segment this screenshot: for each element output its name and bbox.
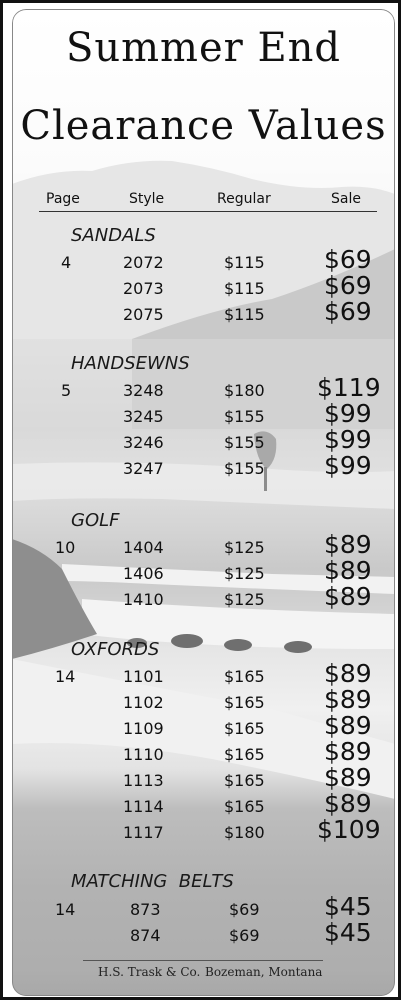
section-title-handsewns: HANDSEWNS (71, 353, 190, 374)
sale-price: $119 (317, 373, 381, 402)
regular-price: $125 (224, 538, 265, 557)
sale-price: $89 (324, 685, 372, 714)
regular-price: $125 (224, 564, 265, 583)
sale-price: $45 (324, 892, 372, 921)
regular-price: $165 (224, 719, 265, 738)
section-title-oxfords: OXFORDS (71, 639, 160, 660)
sale-price: $69 (324, 245, 372, 274)
header-divider (39, 211, 377, 212)
style-number: 1406 (123, 564, 164, 583)
regular-price: $180 (224, 381, 265, 400)
sale-price: $99 (324, 399, 372, 428)
sale-price: $89 (324, 659, 372, 688)
sale-price: $45 (324, 918, 372, 947)
style-number: 2073 (123, 279, 164, 298)
sale-price: $109 (317, 815, 381, 844)
sale-price: $89 (324, 763, 372, 792)
regular-price: $115 (224, 305, 265, 324)
section-title-golf: GOLF (71, 510, 120, 531)
style-number: 1101 (123, 667, 164, 686)
sale-price: $89 (324, 789, 372, 818)
style-number: 1110 (123, 745, 164, 764)
regular-price: $125 (224, 590, 265, 609)
style-number: 873 (130, 900, 161, 919)
regular-price: $69 (229, 900, 260, 919)
style-number: 1404 (123, 538, 164, 557)
regular-price: $69 (229, 926, 260, 945)
page-number: 14 (55, 900, 76, 919)
sale-price: $89 (324, 737, 372, 766)
footer-location: Bozeman, Montana (205, 965, 323, 979)
regular-price: $165 (224, 745, 265, 764)
style-number: 1102 (123, 693, 164, 712)
sale-price: $89 (324, 556, 372, 585)
footer-divider (83, 960, 323, 961)
page-number: 14 (55, 667, 76, 686)
title-line-1: Summer End (65, 25, 342, 71)
column-header-sale: Sale (331, 191, 361, 207)
section-title-sandals: SANDALS (71, 225, 156, 246)
style-number: 1114 (123, 797, 164, 816)
regular-price: $165 (224, 771, 265, 790)
style-number: 2075 (123, 305, 164, 324)
sale-price: $89 (324, 711, 372, 740)
column-header-style: Style (129, 191, 165, 207)
landscape-photo-background (12, 9, 395, 996)
style-number: 1109 (123, 719, 164, 738)
regular-price: $155 (224, 433, 265, 452)
style-number: 2072 (123, 253, 164, 272)
style-number: 1113 (123, 771, 164, 790)
regular-price: $165 (224, 797, 265, 816)
section-title-matching-belts: MATCHING BELTS (71, 871, 234, 892)
page-number: 5 (61, 381, 72, 400)
column-header-page: Page (46, 191, 80, 207)
title-line-2: Clearance Values (20, 103, 387, 149)
page-number: 10 (55, 538, 76, 557)
regular-price: $165 (224, 667, 265, 686)
style-number: 1410 (123, 590, 164, 609)
style-number: 874 (130, 926, 161, 945)
style-number: 1117 (123, 823, 164, 842)
footer-company: H.S. Trask & Co. (98, 965, 201, 979)
style-number: 3245 (123, 407, 164, 426)
regular-price: $155 (224, 459, 265, 478)
regular-price: $155 (224, 407, 265, 426)
regular-price: $115 (224, 279, 265, 298)
regular-price: $180 (224, 823, 265, 842)
sale-price: $69 (324, 297, 372, 326)
sale-price: $89 (324, 582, 372, 611)
style-number: 3246 (123, 433, 164, 452)
landscape-illustration (12, 9, 395, 996)
sale-price: $99 (324, 425, 372, 454)
regular-price: $165 (224, 693, 265, 712)
column-header-regular: Regular (217, 191, 271, 207)
sale-price: $99 (324, 451, 372, 480)
sale-price: $69 (324, 271, 372, 300)
regular-price: $115 (224, 253, 265, 272)
page-number: 4 (61, 253, 72, 272)
sale-price: $89 (324, 530, 372, 559)
style-number: 3247 (123, 459, 164, 478)
style-number: 3248 (123, 381, 164, 400)
